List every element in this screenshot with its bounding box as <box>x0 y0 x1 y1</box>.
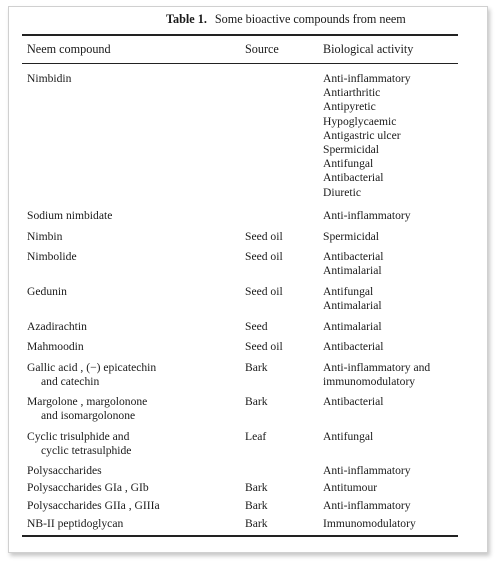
compound-cell <box>27 464 102 478</box>
header-activity: Biological activity <box>323 42 414 56</box>
activity-line: Antibacterial <box>323 171 384 185</box>
table-title: Some bioactive compounds from neem <box>214 12 406 26</box>
compound-line: NB-II peptidoglycan <box>27 517 124 530</box>
compound-line: and catechin <box>41 375 100 389</box>
activity-line: Antifungal <box>323 430 374 443</box>
activity-cell <box>323 72 411 200</box>
compound-cell <box>27 250 77 264</box>
activity-line: Anti-inflammatory <box>323 209 411 222</box>
activity-line: Antibacterial <box>323 395 384 408</box>
activity-cell <box>323 285 382 313</box>
activity-line: Antifungal <box>323 157 374 171</box>
source-cell: Seed oil <box>245 230 283 243</box>
table-label: Table 1. <box>166 12 207 26</box>
activity-cell <box>323 481 377 495</box>
table-caption <box>166 12 406 27</box>
activity-line: Antigastric ulcer <box>323 128 401 142</box>
compound-line: Polysaccharides <box>27 464 102 477</box>
compound-line: Polysaccharides GIIa , GIIIa <box>27 499 160 512</box>
source-cell: Bark <box>245 517 268 530</box>
compound-line: cyclic tetrasulphide <box>41 444 132 458</box>
source-cell: Seed oil <box>245 250 283 263</box>
activity-line: Antipyretic <box>323 100 376 114</box>
activity-cell <box>323 340 384 354</box>
header-source: Source <box>245 42 279 56</box>
activity-line: Antifungal <box>323 285 374 298</box>
source-cell: Seed oil <box>245 285 283 298</box>
compound-cell <box>27 340 84 354</box>
activity-line: Antimalarial <box>323 264 382 278</box>
compound-line: Nimbolide <box>27 250 77 263</box>
compound-line: and isomargolonone <box>41 409 136 423</box>
compound-cell <box>27 499 160 513</box>
activity-line: Anti-inflammatory <box>323 499 411 512</box>
activity-line: Anti-inflammatory <box>323 464 411 477</box>
activity-line: Antimalarial <box>323 299 382 313</box>
activity-cell <box>323 361 430 389</box>
source-cell: Seed <box>245 320 268 333</box>
compound-cell <box>27 320 87 334</box>
top-rule <box>22 34 458 36</box>
activity-line: Spermicidal <box>323 143 380 157</box>
activity-line: Immunomodulatory <box>323 517 416 530</box>
source-cell: Seed oil <box>245 340 283 353</box>
activity-line: Anti-inflammatory <box>323 72 411 85</box>
activity-cell <box>323 517 416 531</box>
activity-line: Spermicidal <box>323 230 380 243</box>
header-compound: Neem compound <box>27 42 111 56</box>
source-cell: Bark <box>245 481 268 494</box>
activity-line: Antibacterial <box>323 340 384 353</box>
activity-line: Antibacterial <box>323 250 384 263</box>
compound-cell <box>27 72 71 86</box>
activity-cell <box>323 250 384 278</box>
activity-cell <box>323 230 379 244</box>
compound-line: Polysaccharides GIa , GIb <box>27 481 149 494</box>
activity-cell <box>323 499 411 513</box>
compound-line: Nimbin <box>27 230 63 243</box>
activity-cell <box>323 209 411 223</box>
source-cell: Bark <box>245 361 268 374</box>
activity-line: Anti-inflammatory and <box>323 361 431 374</box>
activity-line: Antimalarial <box>323 320 382 333</box>
compound-cell <box>27 517 123 531</box>
activity-line: Diuretic <box>323 185 361 199</box>
compound-cell <box>27 285 67 299</box>
compound-cell <box>27 395 147 423</box>
activity-line: Hypoglycaemic <box>323 114 397 128</box>
compound-line: Margolone , margolonone <box>27 395 148 408</box>
compound-line: Cyclic trisulphide and <box>27 430 130 443</box>
compound-line: Sodium nimbidate <box>27 209 113 222</box>
compound-line: Azadirachtin <box>27 320 87 333</box>
compound-line: Mahmoodin <box>27 340 84 353</box>
compound-line: Nimbidin <box>27 72 72 85</box>
activity-line: Antiarthritic <box>323 86 381 100</box>
compound-cell <box>27 361 156 389</box>
compound-line: Gedunin <box>27 285 67 298</box>
activity-cell <box>323 320 382 334</box>
activity-cell <box>323 430 373 444</box>
activity-line: immunomodulatory <box>323 375 416 389</box>
source-cell: Bark <box>245 499 268 512</box>
compound-cell <box>27 230 62 244</box>
compound-cell <box>27 430 131 458</box>
activity-cell <box>323 395 384 409</box>
header-rule <box>22 63 458 64</box>
compound-cell <box>27 209 112 223</box>
source-cell: Bark <box>245 395 268 408</box>
compound-cell <box>27 481 149 495</box>
activity-line: Antitumour <box>323 481 378 494</box>
source-cell: Leaf <box>245 430 267 443</box>
activity-cell <box>323 464 411 478</box>
compound-line: Gallic acid , (−) epicatechin <box>27 361 157 374</box>
bottom-rule <box>22 535 458 537</box>
